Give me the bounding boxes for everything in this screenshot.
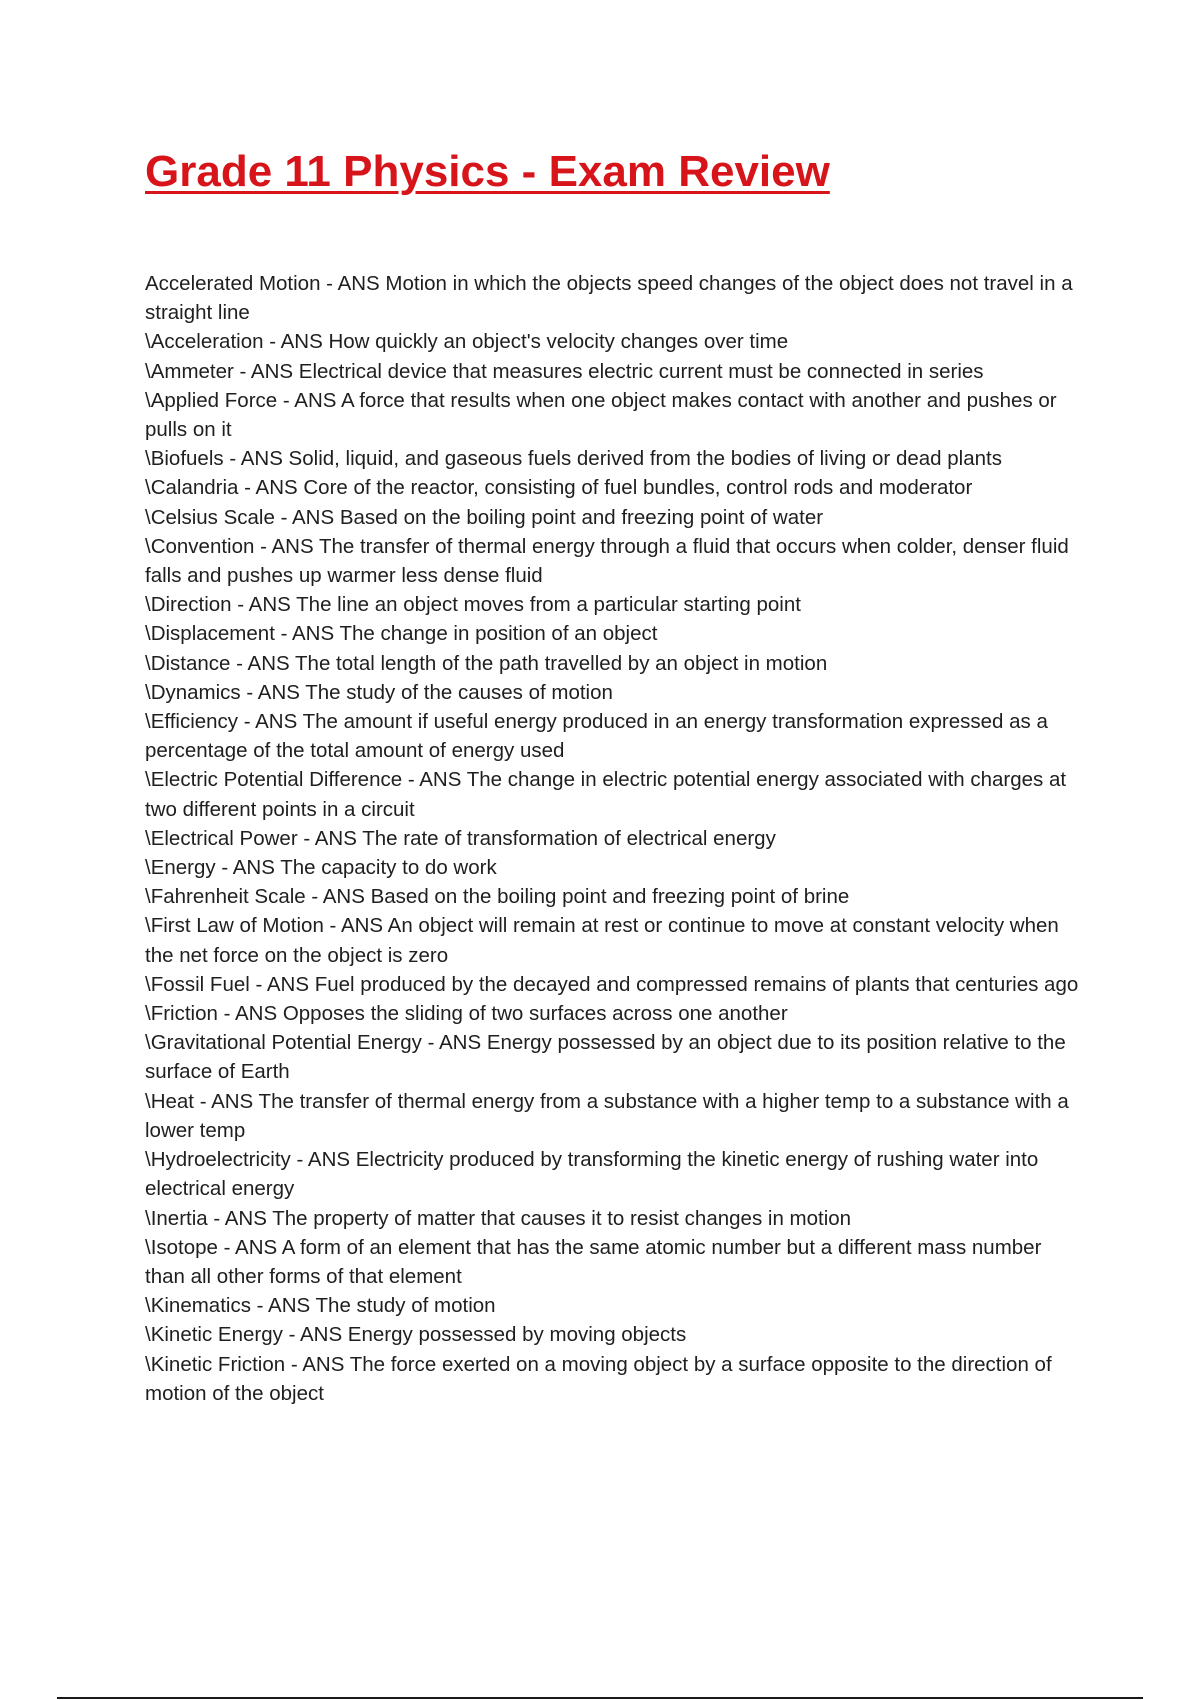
glossary-entry: \Biofuels - ANS Solid, liquid, and gaseous fuels derived from the bodies of living or dead plants — [145, 447, 1002, 471]
glossary-entry: \Distance - ANS The total length of the path travelled by an object in motion — [145, 651, 828, 675]
glossary-entry: \Ammeter - ANS Electrical device that measures electric current must be connected in series — [145, 359, 984, 383]
glossary-entry: \Electric Potential Difference - ANS The change in electric potential energy associated with charges at two different points in a circuit — [145, 768, 1067, 821]
glossary-entry: \Hydroelectricity - ANS Electricity produced by transforming the kinetic energy of rushing water into electrical energy — [145, 1148, 1039, 1201]
glossary-entry: \Dynamics - ANS The study of the causes of motion — [145, 680, 613, 704]
glossary-entry: \Efficiency - ANS The amount if useful energy produced in an energy transformation expressed as a percentage of the total amount of energy used — [145, 710, 1048, 763]
footer-divider — [57, 1697, 1143, 1699]
glossary-entry: \Kinetic Friction - ANS The force exerted on a moving object by a surface opposite to the direction of motion of the object — [145, 1352, 1052, 1405]
glossary-entry: \Energy - ANS The capacity to do work — [145, 856, 497, 880]
glossary-entry: \Convention - ANS The transfer of thermal energy through a fluid that occurs when colder, denser fluid falls and pushes up warmer less dense fluid — [145, 534, 1069, 588]
glossary-list — [145, 269, 1085, 1408]
glossary-entry: \Electrical Power - ANS The rate of transformation of electrical energy — [145, 826, 776, 850]
glossary-entry: \Direction - ANS The line an object moves from a particular starting point — [145, 593, 801, 617]
glossary-entry: \Friction - ANS Opposes the sliding of two surfaces across one another — [145, 1002, 788, 1026]
glossary-entry: Accelerated Motion - ANS Motion in which the objects speed changes of the object does not travel in a straight line — [145, 272, 1073, 325]
page-title: Grade 11 Physics - Exam Review — [145, 147, 830, 196]
glossary-entry: \First Law of Motion - ANS An object will remain at rest or continue to move at constant velocity when the net force on the object is zero — [145, 914, 1059, 967]
glossary-entry: \Calandria - ANS Core of the reactor, consisting of fuel bundles, control rods and moderator — [145, 476, 973, 500]
glossary-entry: \Fossil Fuel - ANS Fuel produced by the decayed and compressed remains of plants that centuries ago — [145, 972, 1079, 996]
glossary-entry: \Heat - ANS The transfer of thermal energy from a substance with a higher temp to a substance with a lower temp — [145, 1089, 1069, 1142]
glossary-entry: \Celsius Scale - ANS Based on the boiling point and freezing point of water — [145, 505, 824, 529]
glossary-entry: \Inertia - ANS The property of matter that causes it to resist changes in motion — [145, 1206, 852, 1230]
glossary-entry: \Acceleration - ANS How quickly an object's velocity changes over time — [145, 330, 789, 354]
glossary-entry: \Kinetic Energy - ANS Energy possessed by moving objects — [145, 1323, 687, 1347]
glossary-entry: \Gravitational Potential Energy - ANS Energy possessed by an object due to its position relative to the surface of Earth — [145, 1031, 1066, 1084]
glossary-entry: \Kinematics - ANS The study of motion — [145, 1294, 496, 1318]
glossary-entry: \Displacement - ANS The change in position of an object — [145, 622, 658, 646]
glossary-entry: \Applied Force - ANS A force that results when one object makes contact with another and pushes or pulls on it — [145, 388, 1057, 442]
glossary-entry: \Fahrenheit Scale - ANS Based on the boiling point and freezing point of brine — [145, 885, 850, 909]
glossary-entry: \Isotope - ANS A form of an element that has the same atomic number but a different mass number than all other forms of that element — [145, 1235, 1042, 1288]
